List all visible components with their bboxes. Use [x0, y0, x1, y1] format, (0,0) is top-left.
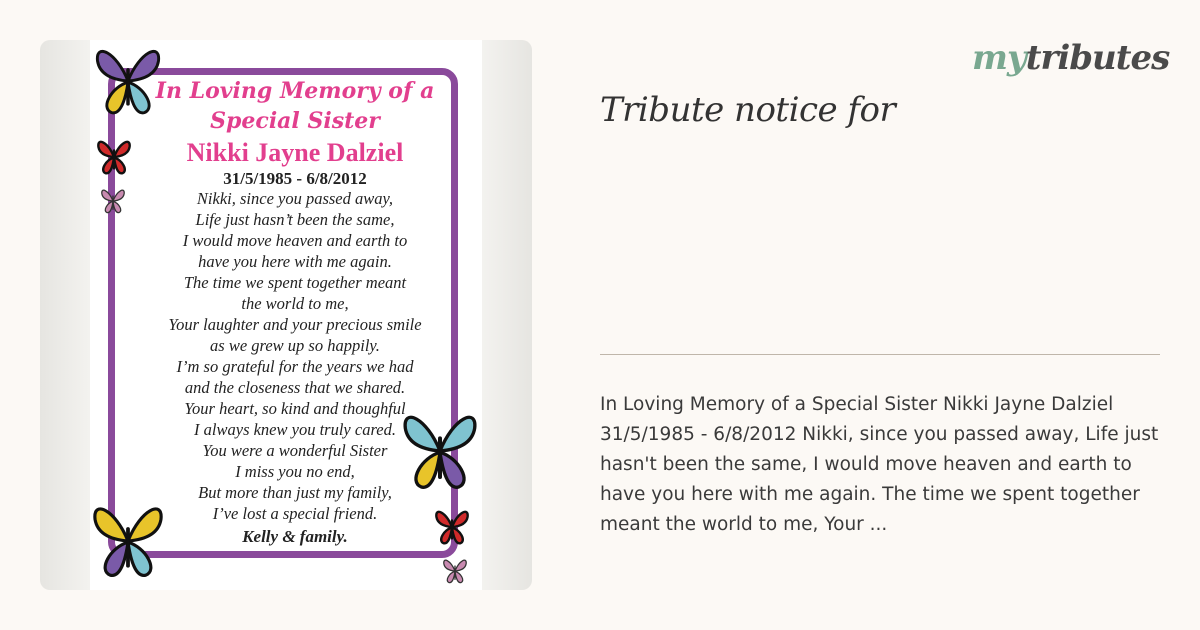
poem-line: have you here with me again. — [198, 252, 392, 271]
notice-heading-line2: Special Sister — [210, 108, 380, 134]
signoff: Kelly & family. — [242, 527, 348, 546]
poem-line: The time we spent together meant — [183, 273, 407, 292]
butterfly-icon — [434, 506, 470, 548]
mytributes-logo[interactable] — [972, 38, 1170, 78]
poem-line: I would move heaven and earth to — [182, 231, 408, 250]
butterfly-icon — [442, 556, 468, 586]
notice-card — [90, 40, 482, 590]
butterfly-icon — [96, 136, 132, 178]
poem-line: But more than just my family, — [198, 483, 392, 502]
notice-heading — [130, 76, 460, 136]
poem-line: I miss you no end, — [235, 462, 355, 481]
notice-heading-line1: In Loving Memory of a — [155, 78, 435, 104]
deceased-name: Nikki Jayne Dalziel — [186, 138, 404, 167]
divider — [600, 354, 1160, 355]
butterfly-icon — [400, 404, 480, 498]
poem-line: I always knew you truly cared. — [194, 420, 396, 439]
logo-part-my: my — [972, 38, 1026, 78]
notice-excerpt: In Loving Memory of a Special Sister Nikki Jayne Dalziel 31/5/1985 - 6/8/2012 Nikki, since you passed away, Life just hasn't been the same, I would move heaven and earth to have you here with me again. The time we spent together meant the world to me, Your ... — [600, 394, 1159, 535]
poem-line: Life just hasn’t been the same, — [195, 210, 395, 229]
poem-line: as we grew up so happily. — [210, 336, 380, 355]
butterfly-icon — [92, 40, 164, 122]
poem-line: the world to me, — [241, 294, 349, 313]
butterfly-icon — [100, 186, 126, 216]
poem-line: Your laughter and your precious smile — [168, 315, 422, 334]
butterfly-icon — [90, 496, 166, 586]
poem-line: I’ve lost a special friend. — [212, 504, 378, 523]
poem-line: Your heart, so kind and thoughful — [184, 399, 406, 418]
life-dates: 31/5/1985 - 6/8/2012 — [223, 169, 367, 188]
poem-line: You were a wonderful Sister — [202, 441, 388, 460]
tribute-notice-image — [40, 40, 532, 590]
poem-line: I’m so grateful for the years we had — [176, 357, 414, 376]
poem-line: Nikki, since you passed away, — [196, 189, 394, 208]
page-title: Tribute notice for — [600, 90, 896, 130]
poem-line: and the closeness that we shared. — [184, 378, 406, 397]
logo-part-tributes: tributes — [1025, 38, 1170, 78]
